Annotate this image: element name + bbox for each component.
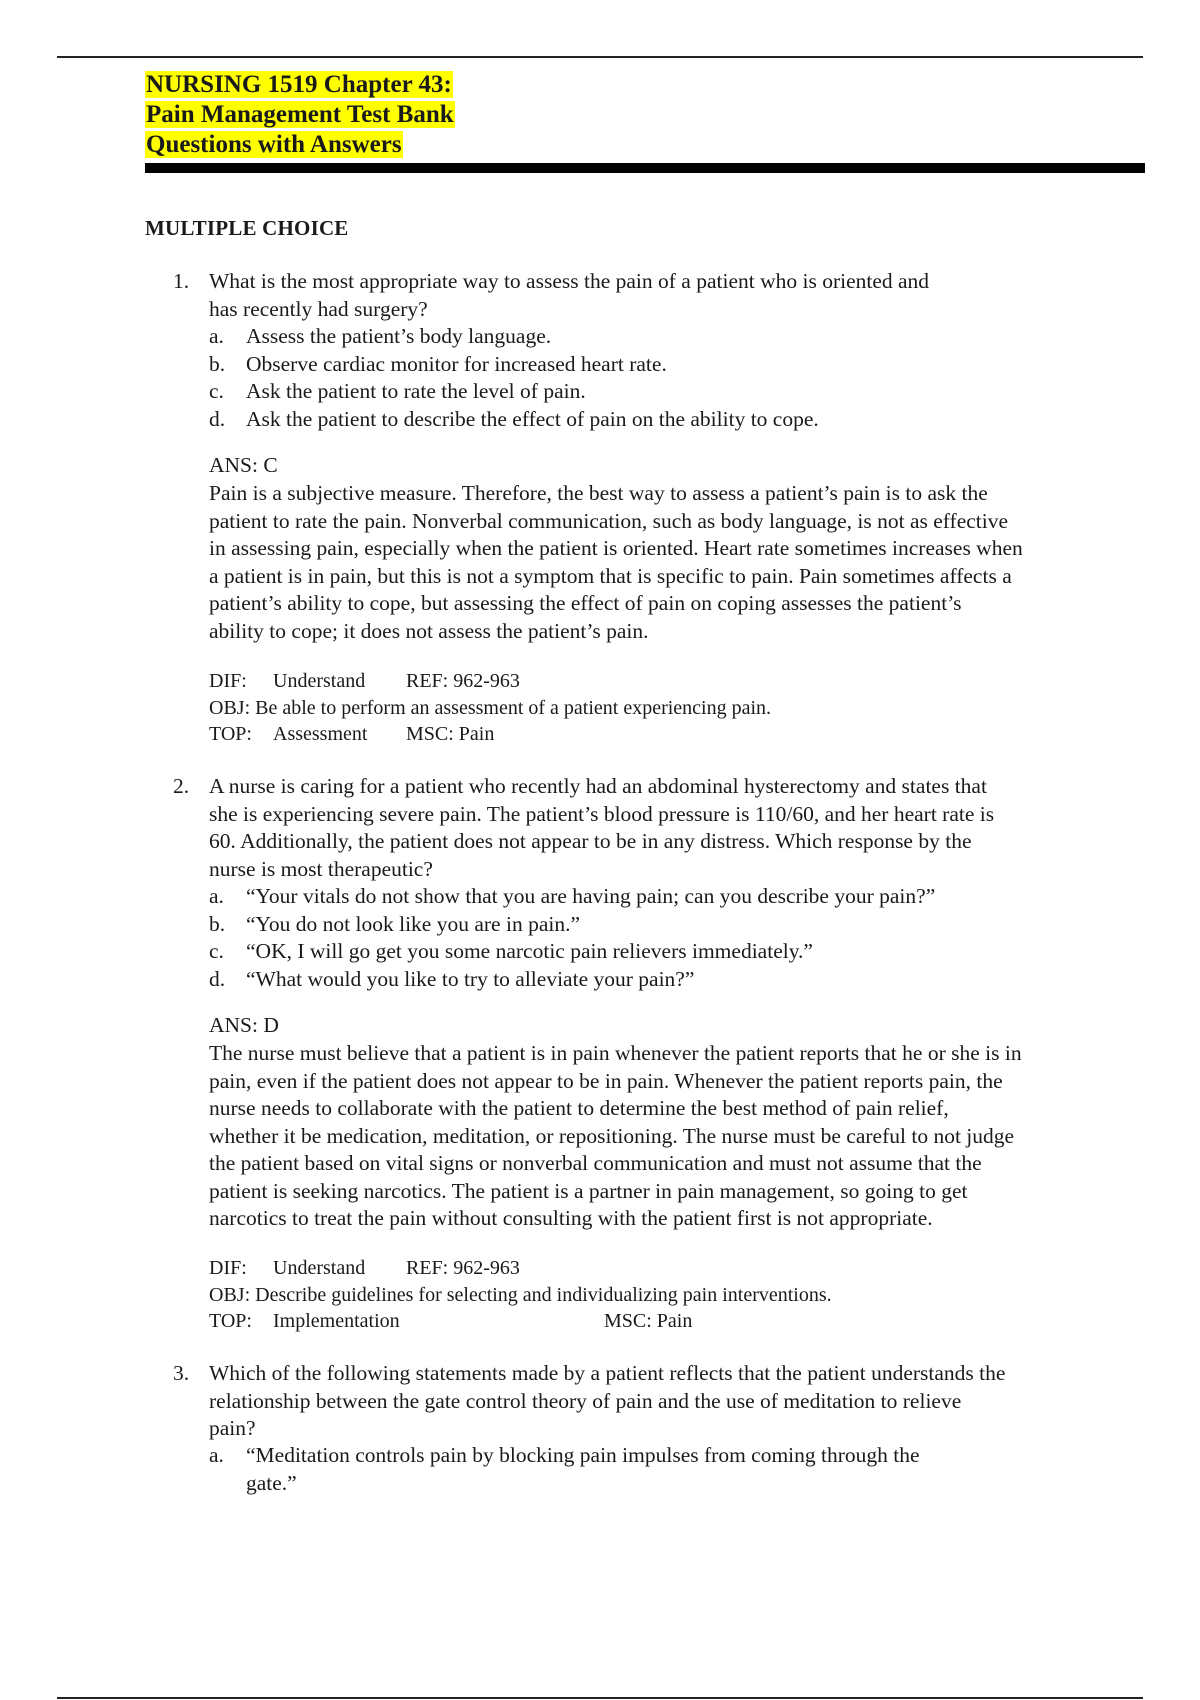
rationale-line: a patient is in pain, but this is not a symptom that is specific to pain. Pain sometimes affects a (209, 563, 1012, 588)
msc-value: MSC: Pain (604, 1310, 693, 1332)
top-label: TOP: (209, 1310, 252, 1332)
option-b (209, 911, 1089, 939)
option-letter: a. (209, 1443, 224, 1467)
option-letter: d. (209, 966, 226, 991)
option-text: Ask the patient to describe the effect of pain on the ability to cope. (246, 406, 819, 431)
question-number: 1. (173, 269, 190, 293)
stem-line: has recently had surgery? (209, 296, 428, 321)
option-letter: d. (209, 406, 226, 431)
stem-line: pain? (209, 1416, 256, 1440)
option-text: Observe cardiac monitor for increased heart rate. (246, 351, 667, 376)
stem-line: nurse is most therapeutic? (209, 856, 433, 881)
title-line-2: Pain Management Test Bank (146, 101, 454, 128)
answer-key: ANS: C (209, 453, 278, 477)
bottom-page-rule (57, 1697, 1143, 1699)
ref-value: REF: 962-963 (406, 1257, 520, 1279)
stem-line: relationship between the gate control theory of pain and the use of meditation to relieve (209, 1388, 962, 1413)
obj-value: OBJ: Describe guidelines for selecting and individualizing pain interventions. (209, 1283, 832, 1306)
answer-options (209, 323, 1089, 433)
option-d (209, 406, 1089, 434)
document-title (145, 70, 455, 160)
option-text: “OK, I will go get you some narcotic pain relievers immediately.” (246, 939, 813, 963)
rationale-line: ability to cope; it does not assess the patient’s pain. (209, 618, 649, 643)
option-a (209, 323, 1089, 351)
msc-value: MSC: Pain (406, 723, 495, 745)
stem-line: What is the most appropriate way to assess the pain of a patient who is oriented and (209, 269, 930, 293)
option-text: “You do not look like you are in pain.” (246, 911, 581, 936)
answer-options (209, 1442, 1089, 1497)
option-text: “What would you like to try to alleviate your pain?” (246, 966, 695, 991)
rationale-line: The nurse must believe that a patient is in pain whenever the patient reports that he or she is in (209, 1041, 1022, 1065)
rationale-line: narcotics to treat the pain without consulting with the patient first is not appropriate. (209, 1206, 933, 1230)
rationale-line: the patient based on vital signs or nonverbal communication and must not assume that the (209, 1151, 982, 1175)
obj-value: OBJ: Be able to perform an assessment of a patient experiencing pain. (209, 696, 772, 719)
top-label: TOP: (209, 723, 252, 745)
rationale-line: nurse needs to collaborate with the patient to determine the best method of pain relief, (209, 1096, 949, 1120)
dif-label: DIF: (209, 670, 247, 692)
rationale-line: whether it be medication, meditation, or repositioning. The nurse must be careful to not judge (209, 1123, 1015, 1148)
question-stem (209, 773, 1089, 883)
answer-key: ANS: D (209, 1013, 279, 1037)
section-heading: MULTIPLE CHOICE (145, 216, 349, 240)
rationale-line: pain, even if the patient does not appear to be in pain. Whenever the patient reports pain, the (209, 1068, 1003, 1093)
dif-value: Understand (273, 670, 366, 692)
option-letter: b. (209, 911, 226, 936)
rationale-line: Pain is a subjective measure. Therefore, the best way to assess a patient’s pain is to ask the (209, 481, 988, 505)
question-stem (209, 1360, 1089, 1443)
question-number: 2. (173, 774, 190, 798)
rationale (209, 480, 1134, 645)
option-text: Assess the patient’s body language. (246, 324, 552, 348)
answer-options (209, 883, 1089, 993)
top-value: Assessment (273, 723, 368, 745)
stem-line: 60. Additionally, the patient does not appear to be in any distress. Which response by the (209, 829, 972, 853)
option-letter: a. (209, 324, 224, 348)
option-b (209, 351, 1089, 379)
rationale (209, 1040, 1134, 1233)
option-text-line: gate.” (246, 1470, 297, 1495)
stem-line: Which of the following statements made by a patient reflects that the patient understands the (209, 1361, 1006, 1385)
top-page-rule (57, 56, 1143, 58)
dif-label: DIF: (209, 1257, 247, 1279)
option-text-line: “Meditation controls pain by blocking pain impulses from coming through the (246, 1443, 920, 1467)
title-line-1: NURSING 1519 Chapter 43: (146, 71, 452, 98)
title-line-3: Questions with Answers (146, 131, 402, 158)
option-text: “Your vitals do not show that you are having pain; can you describe your pain?” (246, 884, 936, 908)
option-letter: a. (209, 884, 224, 908)
option-a (209, 1442, 1089, 1497)
option-c (209, 938, 1089, 966)
option-letter: b. (209, 351, 226, 376)
option-c (209, 378, 1089, 406)
rationale-line: patient to rate the pain. Nonverbal communication, such as body language, is not as effective (209, 508, 1009, 533)
option-letter: c. (209, 939, 224, 963)
question-stem (209, 268, 1089, 323)
option-text: Ask the patient to rate the level of pain. (246, 379, 586, 403)
top-value: Implementation (273, 1310, 400, 1332)
option-letter: c. (209, 379, 224, 403)
rationale-line: in assessing pain, especially when the patient is oriented. Heart rate sometimes increases when (209, 536, 1023, 560)
dif-value: Understand (273, 1257, 366, 1279)
rationale-line: patient’s ability to cope, but assessing the effect of pain on coping assesses the patient’s (209, 591, 962, 615)
option-a (209, 883, 1089, 911)
title-underline-bar (145, 163, 1145, 173)
stem-line: she is experiencing severe pain. The patient’s blood pressure is 110/60, and her heart rate is (209, 801, 995, 826)
ref-value: REF: 962-963 (406, 670, 520, 692)
stem-line: A nurse is caring for a patient who recently had an abdominal hysterectomy and states that (209, 774, 987, 798)
rationale-line: patient is seeking narcotics. The patient is a partner in pain management, so going to get (209, 1178, 968, 1203)
option-d (209, 966, 1089, 994)
question-number: 3. (173, 1361, 190, 1385)
